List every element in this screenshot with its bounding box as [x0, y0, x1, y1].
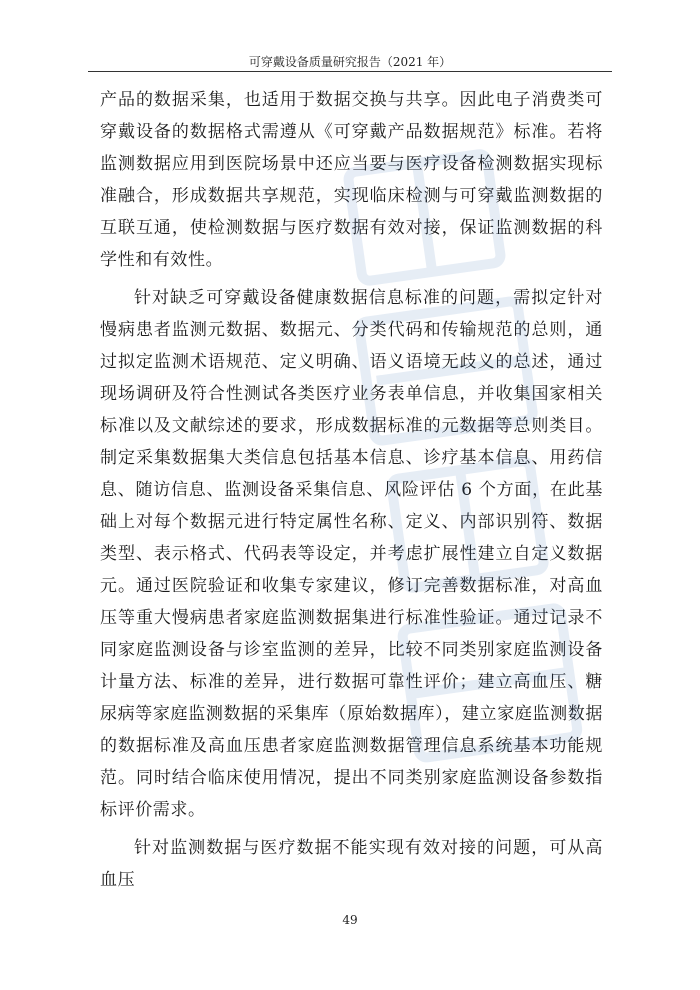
header-rule: [88, 71, 612, 72]
body-text: [100, 84, 603, 902]
paragraph-2: 针对缺乏可穿戴设备健康数据信息标准的问题，需拟定针对慢病患者监测元数据、数据元、分类代码和传输规范的总则，通过拟定监测术语规范、定义明确、语义语境无歧义的总述，通过现场调研及符合性测试各类医疗业务表单信息，并收集国家相关标准以及文献综述的要求，形成数据标准的元数据等总则类目。制定采集数据集大类信息包括基本信息、诊疗基本信息、用药信息、随访信息、监测设备采集信息、风险评估 6 个方面，在此基础上对每个数据元进行特定属性名称、定义、内部识别符、数据类型、表示格式、代码表等设定，并考虑扩展性建立自定义数据元。通过医院验证和收集专家建议，修订完善数据标准，对高血压等重大慢病患者家庭监测数据集进行标准性验证。通过记录不同家庭监测设备与诊室监测的差异，比较不同类别家庭监测设备计量方法、标准的差异，进行数据可靠性评价；建立高血压、糖尿病等家庭监测数据的采集库（原始数据库），建立家庭监测数据的数据标准及高血压患者家庭监测数据管理信息系统基本功能规范。同时结合临床使用情况，提出不同类别家庭监测设备参数指标评价需求。: [100, 288, 603, 820]
paragraph-3: 针对监测数据与医疗数据不能实现有效对接的问题，可从高血压: [100, 838, 603, 890]
running-header: 可穿戴设备质量研究报告（2021 年）: [248, 55, 452, 69]
paragraph-1: 产品的数据采集，也适用于数据交换与共享。因此电子消费类可穿戴设备的数据格式需遵从《可穿戴产品数据规范》标准。若将监测数据应用到医院场景中还应当要与医疗设备检测数据实现标准融合，形成数据共享规范，实现临床检测与可穿戴监测数据的互联互通，使检测数据与医疗数据有效对接，保证监测数据的科学性和有效性。: [100, 90, 603, 270]
page-number: 49: [342, 913, 358, 927]
